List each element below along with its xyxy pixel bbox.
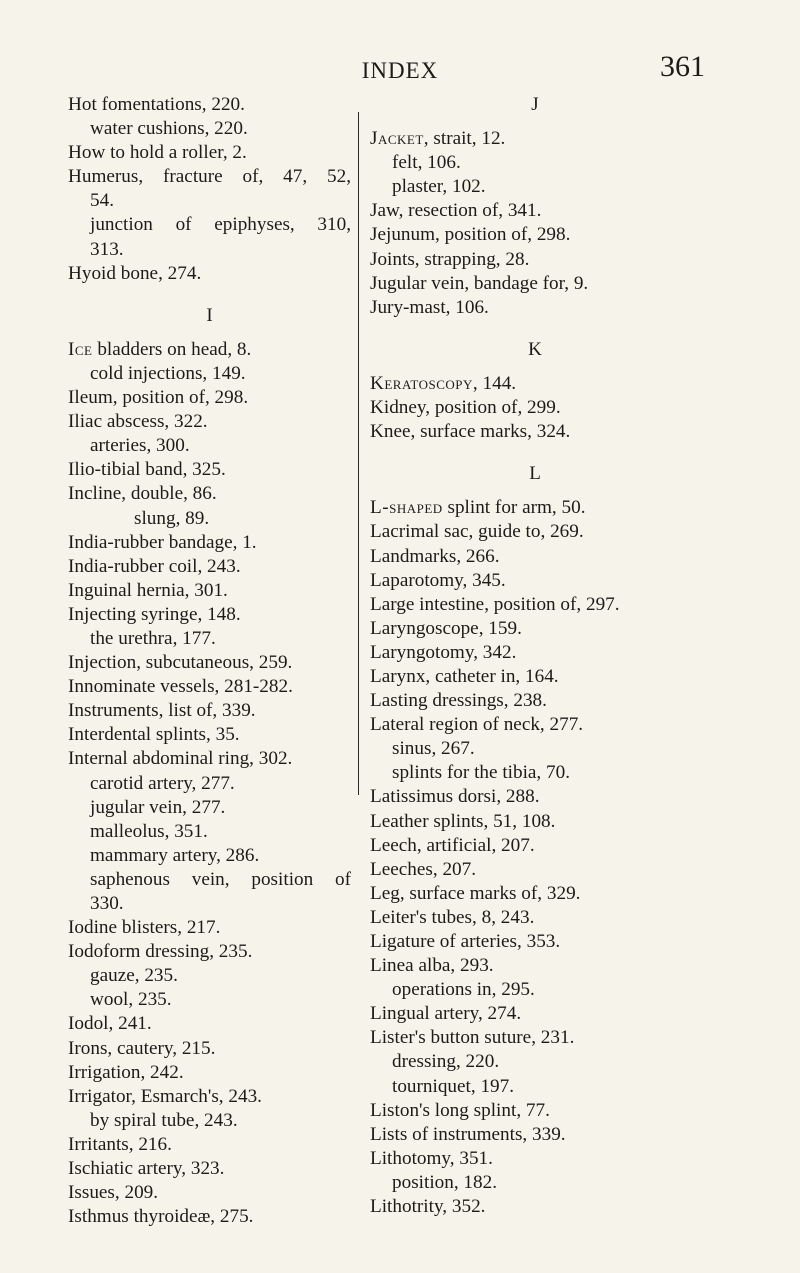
index-subentry: position, 182. — [392, 1171, 498, 1193]
index-entry: Ligature of arteries, 353. — [370, 931, 561, 952]
index-entry: India-rubber coil, 243. — [68, 555, 241, 577]
index-entry: Lateral region of neck, 277. — [370, 714, 584, 736]
index-entry — [68, 338, 351, 362]
entry-rest: , 144. — [472, 372, 517, 394]
index-entry: Laryngotomy, 342. — [370, 641, 517, 663]
index-entry: Knee, surface marks, 324. — [370, 421, 571, 443]
index-entry — [370, 127, 700, 151]
index-entry: 330. — [90, 893, 124, 914]
entry-rest: bladders on head, 8. — [92, 338, 252, 360]
index-entry: Lithotrity, 352. — [370, 1196, 486, 1218]
index-subentry: the urethra, 177. — [90, 627, 216, 649]
j-entries — [370, 151, 700, 320]
letter-heading-j: J — [531, 94, 539, 115]
index-subentry: tourniquet, 197. — [392, 1075, 515, 1097]
index-entry: Inguinal hernia, 301. — [68, 579, 228, 601]
index-entry: Latissimus dorsi, 288. — [370, 786, 540, 808]
left-column — [68, 93, 351, 1229]
index-entry: Leiter's tubes, 8, 243. — [370, 906, 535, 928]
index-entry: Jejunum, position of, 298. — [370, 224, 571, 246]
index-entry: Hot fomentations, 220. — [68, 94, 245, 115]
i-entries — [68, 362, 351, 1229]
index-entry: Injecting syringe, 148. — [68, 603, 241, 625]
letter-heading-k: K — [528, 338, 542, 360]
index-subentry: carotid artery, 277. — [90, 772, 235, 794]
index-entry: Jaw, resection of, 341. — [370, 200, 542, 222]
index-subentry: water cushions, 220. — [90, 118, 248, 140]
index-entry — [370, 496, 700, 520]
index-entry: Lithotomy, 351. — [370, 1147, 493, 1169]
k-entries — [370, 396, 700, 444]
entry-lead-word: L-shaped — [370, 497, 443, 519]
index-entry: Iodol, 241. — [68, 1013, 152, 1035]
index-entry: Iodine blisters, 217. — [68, 917, 221, 939]
index-entry: Injection, subcutaneous, 259. — [68, 652, 293, 674]
entry-lead-word: Keratoscopy — [370, 372, 473, 394]
index-entry: Leech, artificial, 207. — [370, 834, 535, 856]
index-entry: Jury-mast, 106. — [370, 296, 489, 318]
index-subentry: operations in, 295. — [392, 979, 535, 1001]
right-column — [370, 93, 700, 1219]
index-entry: Jugular vein, bandage for, 9. — [370, 272, 589, 294]
index-subentry: saphenous vein, position of — [90, 868, 351, 890]
letter-heading-l: L — [529, 463, 541, 485]
index-subentry: gauze, 235. — [90, 965, 178, 987]
index-subentry: dressing, 220. — [392, 1051, 500, 1073]
index-subentry: slung, 89. — [134, 507, 210, 529]
index-entry: Irritants, 216. — [68, 1133, 172, 1155]
index-entry: Large intestine, position of, 297. — [370, 593, 620, 615]
index-subentry: sinus, 267. — [392, 738, 475, 760]
index-entry: Landmarks, 266. — [370, 545, 500, 567]
index-entry: Linea alba, 293. — [370, 955, 494, 977]
entry-rest: , strait, 12. — [423, 128, 506, 150]
index-subentry: cold injections, 149. — [90, 362, 246, 384]
column-divider — [358, 112, 359, 795]
index-subentry: malleolus, 351. — [90, 820, 208, 842]
entry-rest: splint for arm, 50. — [442, 497, 586, 519]
page-number: 361 — [660, 50, 705, 83]
index-entry: Ischiatic artery, 323. — [68, 1158, 225, 1180]
l-entries — [370, 520, 700, 1219]
index-entry: 54. — [90, 190, 114, 212]
index-subentry: plaster, 102. — [392, 176, 486, 198]
index-subentry: by spiral tube, 243. — [90, 1109, 238, 1131]
index-entry: Iliac abscess, 322. — [68, 411, 208, 433]
index-entry: Iodoform dressing, 235. — [68, 941, 253, 963]
running-title: INDEX — [361, 58, 439, 83]
index-entry: How to hold a roller, 2. — [68, 142, 247, 164]
letter-heading-i: I — [206, 304, 213, 326]
index-entry: Lacrimal sac, guide to, 269. — [370, 521, 584, 543]
index-entry: Instruments, list of, 339. — [68, 700, 256, 722]
index-subentry: arteries, 300. — [90, 435, 190, 457]
index-entry — [370, 372, 700, 396]
index-entry: Interdental splints, 35. — [68, 724, 240, 746]
index-subentry: junction of epiphyses, 310, — [90, 214, 351, 236]
index-entry: India-rubber bandage, 1. — [68, 531, 257, 553]
index-entry: Lasting dressings, 238. — [370, 690, 547, 712]
index-entry: Leg, surface marks of, 329. — [370, 882, 581, 904]
index-entry: Hyoid bone, 274. — [68, 262, 202, 284]
index-subentry: jugular vein, 277. — [90, 796, 226, 818]
index-entry: Irrigation, 242. — [68, 1061, 184, 1083]
index-entry: Internal abdominal ring, 302. — [68, 748, 293, 770]
index-entry: Kidney, position of, 299. — [370, 397, 561, 419]
index-entry: Innominate vessels, 281-282. — [68, 676, 293, 698]
index-entry: Lists of instruments, 339. — [370, 1123, 566, 1145]
index-entry: 313. — [90, 238, 124, 260]
h-entries — [68, 93, 351, 286]
index-entry: Irons, cautery, 215. — [68, 1037, 216, 1059]
index-entry: Incline, double, 86. — [68, 483, 217, 505]
entry-lead-word: Ice — [68, 338, 93, 360]
index-subentry: mammary artery, 286. — [90, 844, 260, 866]
index-entry: Laryngoscope, 159. — [370, 617, 522, 639]
index-entry: Liston's long splint, 77. — [370, 1099, 550, 1121]
index-entry: Ilio-tibial band, 325. — [68, 459, 226, 481]
index-entry: Laparotomy, 345. — [370, 569, 506, 591]
index-entry: Irrigator, Esmarch's, 243. — [68, 1085, 262, 1107]
index-entry: Larynx, catheter in, 164. — [370, 665, 559, 687]
index-entry: Leeches, 207. — [370, 858, 477, 880]
index-subentry: wool, 235. — [90, 989, 172, 1011]
index-subentry: splints for the tibia, 70. — [392, 762, 570, 784]
index-entry: Isthmus thyroideæ, 275. — [68, 1206, 254, 1228]
index-entry: Humerus, fracture of, 47, 52, — [68, 166, 351, 188]
index-subentry: felt, 106. — [392, 152, 461, 174]
index-entry: Joints, strapping, 28. — [370, 248, 530, 270]
index-entry: Lingual artery, 274. — [370, 1003, 522, 1025]
index-entry: Leather splints, 51, 108. — [370, 810, 556, 832]
index-entry: Ileum, position of, 298. — [68, 387, 249, 409]
index-entry: Lister's button suture, 231. — [370, 1027, 575, 1049]
entry-lead-word: Jacket — [370, 128, 424, 150]
index-entry: Issues, 209. — [68, 1182, 159, 1204]
